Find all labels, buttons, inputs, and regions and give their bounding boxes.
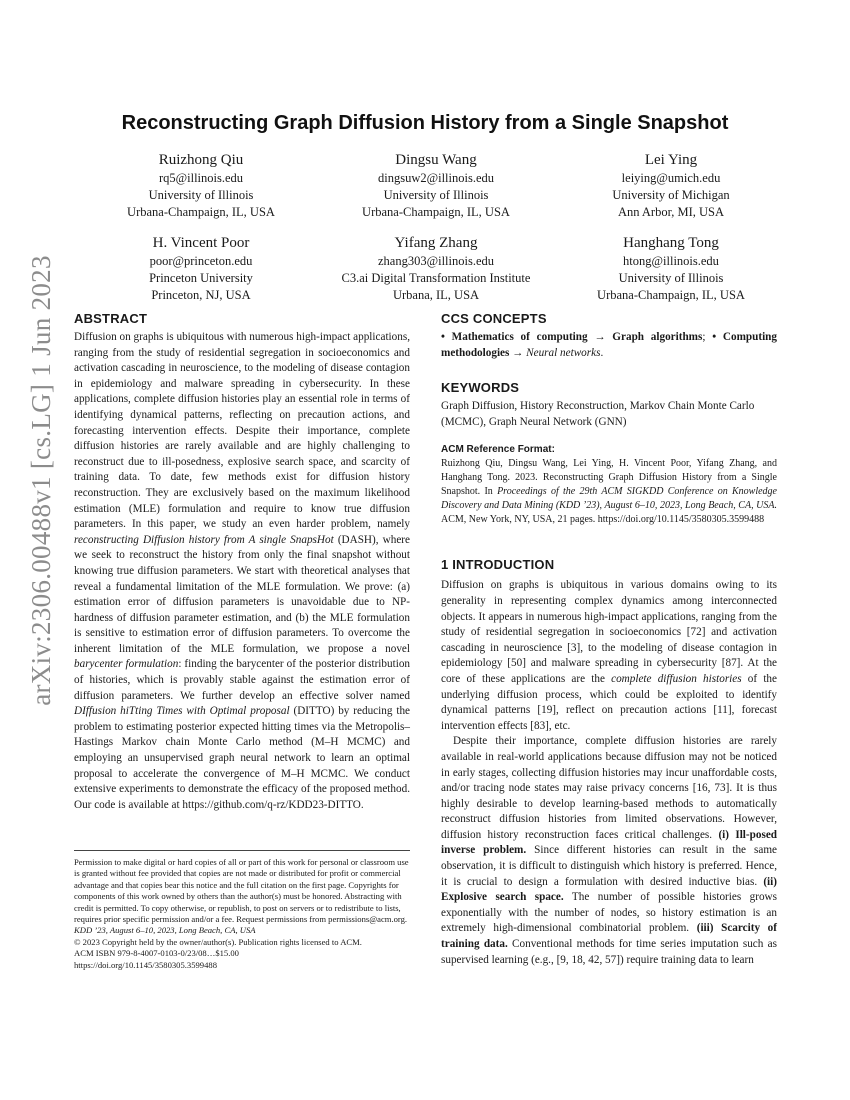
author-row bbox=[86, 233, 786, 304]
author-location: Princeton, NJ, USA bbox=[151, 288, 251, 302]
author-email[interactable]: dingsuw2@illinois.edu bbox=[377, 171, 495, 185]
author-name: Hanghang Tong bbox=[623, 235, 719, 251]
barycenter-term: barycenter formulation bbox=[74, 658, 179, 671]
author-name: Yifang Zhang bbox=[394, 235, 478, 251]
acm-ref-heading: ACM Reference Format: bbox=[441, 444, 555, 456]
author-location: Ann Arbor, MI, USA bbox=[617, 205, 725, 219]
author-affiliation: University of Michigan bbox=[612, 188, 730, 202]
author-email[interactable]: zhang303@illinois.edu bbox=[377, 254, 494, 268]
right-column bbox=[441, 311, 777, 968]
author-name: H. Vincent Poor bbox=[152, 235, 250, 251]
author bbox=[86, 233, 316, 304]
ccs-heading: CCS CONCEPTS bbox=[441, 311, 547, 326]
author-affiliation: Princeton University bbox=[149, 271, 253, 285]
ditto-name: DIffusion hiTting Times with Optimal proposal bbox=[74, 705, 290, 718]
author-affiliation: C3.ai Digital Transformation Institute bbox=[341, 271, 531, 285]
isbn-line: ACM ISBN 979-8-4007-0103-0/23/08…$15.00 bbox=[74, 948, 239, 959]
author-location: Urbana-Champaign, IL, USA bbox=[362, 205, 510, 219]
paper-title: Reconstructing Graph Diffusion History from a Single Snapshot bbox=[121, 112, 729, 134]
acm-ref-text: Ruizhong Qiu, Dingsu Wang, Lei Ying, H. Vincent Poor, Yifang Zhang, and Hanghang Tong. 2023. Reconstructing Graph Diffusion History from a Single Snapshot. In Proceedings of the 29th ACM SIGKDD Conference on Knowledge Discovery and Data Mining (KDD ’23), August 6–10, 2023, Long Beach, CA, USA. ACM, New York, NY, USA, 21 pages. https://doi.org/10.1145/3580305.3599488 bbox=[441, 458, 777, 526]
author bbox=[556, 233, 786, 304]
author-row bbox=[86, 150, 786, 221]
abstract-heading: ABSTRACT bbox=[74, 311, 148, 326]
venue-line: KDD ’23, August 6–10, 2023, Long Beach, CA, USA bbox=[74, 925, 256, 936]
permission-notice: Permission to make digital or hard copies of all or part of this work for personal or classroom use is granted without fee provided that copies are not made or distributed for profit or commercial advantage and that copies bear this notice and the full citation on the first page. Copyrights for components of this work owned by others than the author(s) must be honored. Abstracting with credit is permitted. To copy otherwise, or republish, to post on servers or to redistribute to lists, requires prior specific permission and/or a fee. Request permissions from permissions@acm.org. bbox=[74, 857, 409, 925]
author-email[interactable]: poor@princeton.edu bbox=[149, 254, 253, 268]
author-location: Urbana-Champaign, IL, USA bbox=[127, 205, 275, 219]
author bbox=[86, 150, 316, 221]
author-affiliation: University of Illinois bbox=[148, 188, 254, 202]
keywords-text: Graph Diffusion, History Reconstruction, Markov Chain Monte Carlo (MCMC), Graph Neural Network (GNN) bbox=[441, 400, 755, 428]
author-affiliation: University of Illinois bbox=[383, 188, 489, 202]
author-affiliation: University of Illinois bbox=[618, 271, 724, 285]
author bbox=[321, 150, 551, 221]
author-block bbox=[86, 150, 786, 316]
left-column bbox=[74, 311, 410, 813]
author bbox=[556, 150, 786, 221]
author-location: Urbana, IL, USA bbox=[392, 288, 480, 302]
author bbox=[321, 233, 551, 304]
author-name: Ruizhong Qiu bbox=[158, 152, 244, 168]
intro-paragraph-1: Diffusion on graphs is ubiquitous in various domains owing to its generality in representing complex dynamics among interconnected objects. It appears in numerous high-impact applications, ranging from the study of residential segregation in socioeconomics [72] and activation cascading in neuroscience [3], to the modeling of disease contagion in epidemiology [50] and malware spreading in cybersecurity [87]. At the core of these applications are the complete diffusion histories of the underlying diffusion process, which could be exploited to identify dynamical patterns [19], reflect on precaution actions [11], forecast intervention effects [83], etc. bbox=[441, 579, 777, 732]
abstract-text: Diffusion on graphs is ubiquitous with numerous high-impact applications, ranging from the study of residential segregation in socioeconomics and activation cascading in neuroscience, to the modeling of disease contagion in epidemiology and malware spreading in cybersecurity. In these applications, complete diffusion histories play an essential role in terms of identifying dynamical patterns, reflecting on precaution actions, and forecasting intervention effects. Despite their importance, complete diffusion histories are rarely available and are highly challenging to reconstruct due to ill-posedness, explosive search space, and scarcity of training data. To date, few methods exist for diffusion history reconstruction. They are exclusively based on the maximum likelihood estimation (MLE) formulation and require to know true diffusion parameters. In this paper, we study an even harder problem, namely reconstructing Diffusion history from A single SnapsHot (DASH), where we seek to reconstruct the history from only the final snapshot without knowing true diffusion parameters. We start with theoretical analyses that reveal a fundamental limitation of the MLE formulation. We prove: (a) estimation error of diffusion parameters is unavoidable due to NP-hardness of diffusion parameter estimation, and (b) the MLE formulation is sensitive to estimation error of diffusion parameters. To overcome the inherent limitation of the MLE formulation, we propose a novel barycenter formulation: finding the barycenter of the posterior distribution of histories, which is provably stable against the estimation error of diffusion parameters. We further develop an effective solver named DIffusion hiTting Times with Optimal proposal (DITTO) by reducing the problem to estimating posterior expected hitting times via the Metropolis–Hastings Markov chain Monte Carlo method (M–H MCMC) and employing an unsupervised graph neural network to learn an optimal proposal to accelerate the convergence of M–H MCMC. We conduct extensive experiments to demonstrate the efficacy of the proposed method. Our code is available at https://github.com/q-rz/KDD23-DITTO. bbox=[74, 331, 411, 811]
ccs-concepts: • Mathematics of computing → Graph algorithms; • Computing methodologies → Neural networks. bbox=[441, 331, 777, 359]
doi-link[interactable]: https://doi.org/10.1145/3580305.3599488 bbox=[74, 959, 217, 970]
copyright-line: © 2023 Copyright held by the owner/author(s). Publication rights licensed to ACM. bbox=[74, 936, 362, 947]
copyright-footnote bbox=[74, 850, 410, 971]
author-location: Urbana-Champaign, IL, USA bbox=[597, 288, 745, 302]
author-email[interactable]: htong@illinois.edu bbox=[623, 254, 719, 268]
intro-heading: 1 INTRODUCTION bbox=[441, 557, 555, 573]
author-email[interactable]: leiying@umich.edu bbox=[621, 171, 721, 185]
arxiv-stamp bbox=[20, 254, 62, 706]
author-name: Dingsu Wang bbox=[395, 152, 477, 168]
keywords-heading: KEYWORDS bbox=[441, 380, 520, 396]
dash-name: reconstructing Diffusion history from A single SnapsHot bbox=[74, 533, 334, 546]
intro-paragraph-2: Despite their importance, complete diffusion histories are rarely available in real-world applications because diffusion may not be noticed in early stages, collecting diffusion histories may incur unaffordable costs, and/or tracing node states may raise privacy concerns [16, 73]. It is thus highly desirable to develop learning-based methods to automatically reconstruct diffusion histories from limited observations. However, diffusion history reconstruction faces critical challenges. (i) Ill-posed inverse problem. Since different histories can result in the same observation, it is difficult to distinguish which history is preferred. Hence, it is crucial to design a formulation with desired inductive bias. (ii) Explosive search space. The number of possible histories grows exponentially with the number of nodes, so history estimation is an extremely high-dimensional combinatorial problem. (iii) Scarcity of training data. Conventional methods for time series imputation such as supervised learning (e.g., [9, 18, 42, 57]) require training data to learn bbox=[441, 735, 778, 966]
author-name: Lei Ying bbox=[644, 152, 698, 168]
author-email[interactable]: rq5@illinois.edu bbox=[158, 171, 244, 185]
arxiv-stamp-text: arXiv:2306.00488v1 [cs.LG] 1 Jun 2023 bbox=[25, 254, 56, 706]
